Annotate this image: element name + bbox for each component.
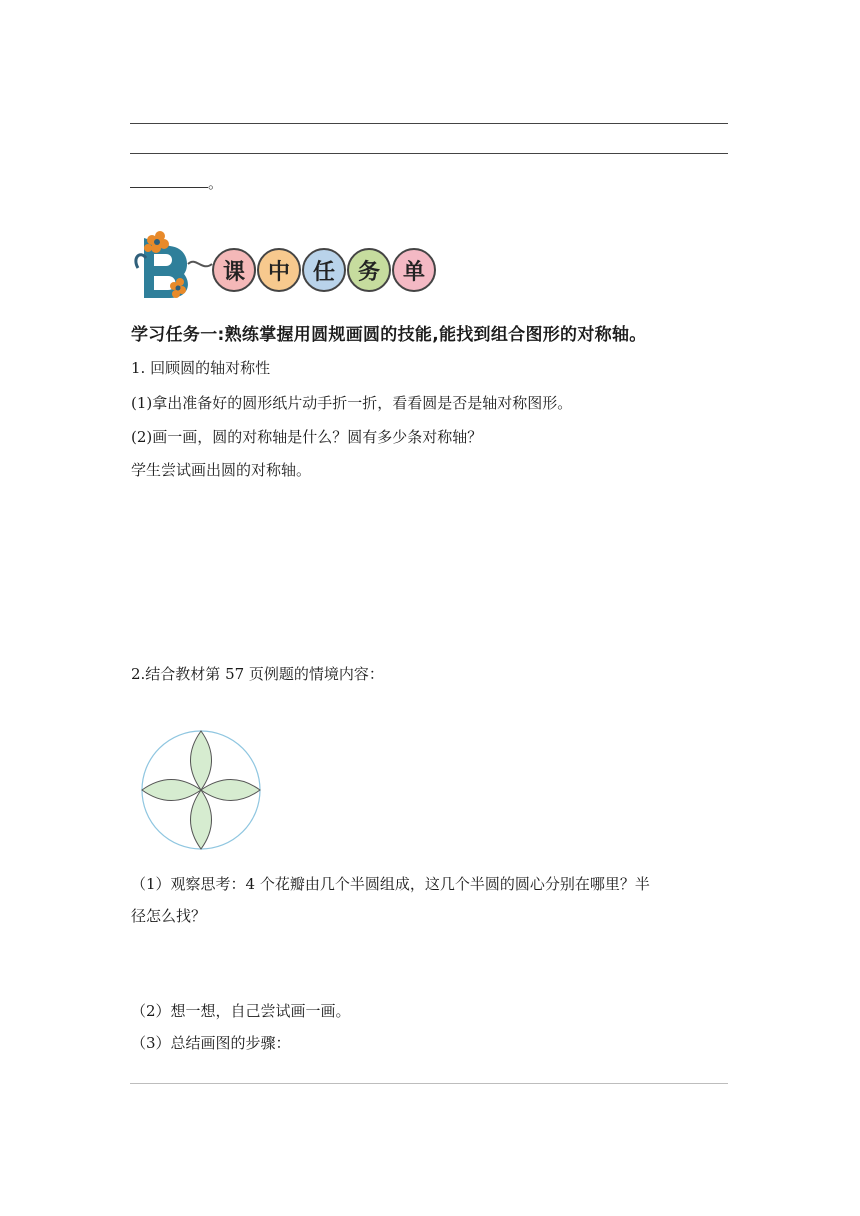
- banner-chip-text: 务: [357, 259, 380, 285]
- question-2: （2）想一想，自己尝试画一画。: [131, 1002, 351, 1020]
- task-heading: 学习任务一:熟练掌握用圆规画圆的技能,能找到组合图形的对称轴。: [131, 325, 647, 345]
- item-1-1: (1)拿出准备好的圆形纸片动手折一折，看看圆是否是轴对称图形。: [131, 394, 573, 412]
- banner-b-logo: [130, 228, 220, 304]
- banner-chip-4: [347, 248, 391, 292]
- question-1-line-1: （1）观察思考：4 个花瓣由几个半圆组成，这几个半圆的圆心分别在哪里？半: [131, 875, 650, 893]
- answer-line-1: [130, 123, 728, 124]
- banner-chip-text: 中: [267, 259, 290, 285]
- answer-period: 。: [208, 174, 224, 192]
- item-1: 1. 回顾圆的轴对称性: [131, 359, 271, 377]
- banner-chip-text: 课: [222, 259, 245, 285]
- banner-chip-5: [392, 248, 436, 292]
- item-2: 2.结合教材第 57 页例题的情境内容：: [131, 665, 384, 683]
- banner-chip-3: [302, 248, 346, 292]
- item-1-2: (2)画一画，圆的对称轴是什么？圆有多少条对称轴？: [131, 428, 483, 446]
- petal-figure: [138, 727, 264, 853]
- answer-line-end: [130, 174, 223, 192]
- answer-line-2: [130, 153, 728, 154]
- item-1-3: 学生尝试画出圆的对称轴。: [131, 461, 312, 479]
- banner-chip-2: [257, 248, 301, 292]
- question-1-line-2: 径怎么找？: [131, 907, 207, 925]
- answer-blank: [130, 175, 208, 188]
- banner-chip-text: 任: [312, 259, 335, 285]
- question-3: （3）总结画图的步骤：: [131, 1034, 291, 1052]
- banner-chip-text: 单: [402, 259, 425, 285]
- banner-chip-1: [212, 248, 256, 292]
- answer-line-bottom: [130, 1083, 728, 1084]
